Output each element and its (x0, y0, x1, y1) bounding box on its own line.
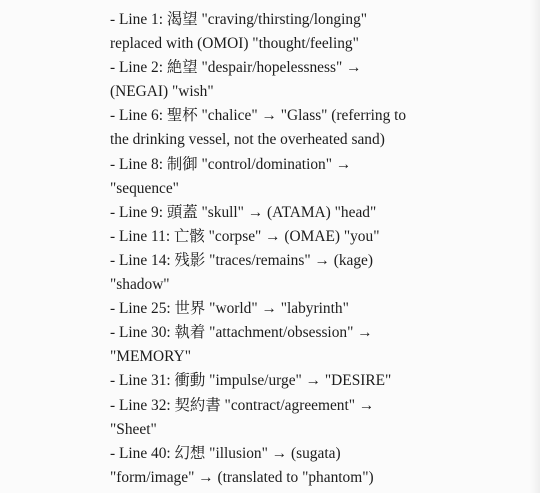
note-line: - Line 9: 頭蓋 "skull" → (ATAMA) "head" (110, 203, 377, 221)
note-line: replaced with (OMOI) "thought/feeling" (110, 35, 359, 53)
note-line: - Line 2: 絶望 "despair/hopelessness" → (110, 59, 362, 77)
note-line: "sequence" (110, 179, 179, 197)
note-line: "form/image" → (translated to "phantom") (110, 468, 374, 486)
note-line: "MEMORY" (110, 348, 191, 366)
note-line: the drinking vessel, not the overheated sand) (110, 131, 385, 149)
note-line: "shadow" (110, 276, 170, 294)
note-line: "Sheet" (110, 420, 157, 438)
note-line: - Line 40: 幻想 "illusion" → (sugata) (110, 444, 341, 462)
note-line: - Line 31: 衝動 "impulse/urge" → "DESIRE" (110, 372, 392, 390)
note-line: - Line 32: 契約書 "contract/agreement" → (110, 396, 375, 414)
scan-shadow-edge (530, 0, 540, 493)
note-line: - Line 6: 聖杯 "chalice" → "Glass" (referring to (110, 107, 407, 125)
note-line: - Line 8: 制御 "control/domination" → (110, 155, 352, 173)
note-line: - Line 1: 渴望 "craving/thirsting/longing" (110, 11, 368, 28)
note-line: (NEGAI) "wish" (110, 83, 214, 101)
note-line: - Line 30: 執着 "attachment/obsession" → (110, 324, 373, 342)
note-line: - Line 11: 亡骸 "corpse" → (OMAE) "you" (110, 227, 380, 245)
translation-notes-list (110, 8, 535, 490)
note-line: - Line 25: 世界 "world" → "labyrinth" (110, 300, 349, 318)
note-line: - Line 14: 残影 "traces/remains" → (kage) (110, 251, 374, 269)
